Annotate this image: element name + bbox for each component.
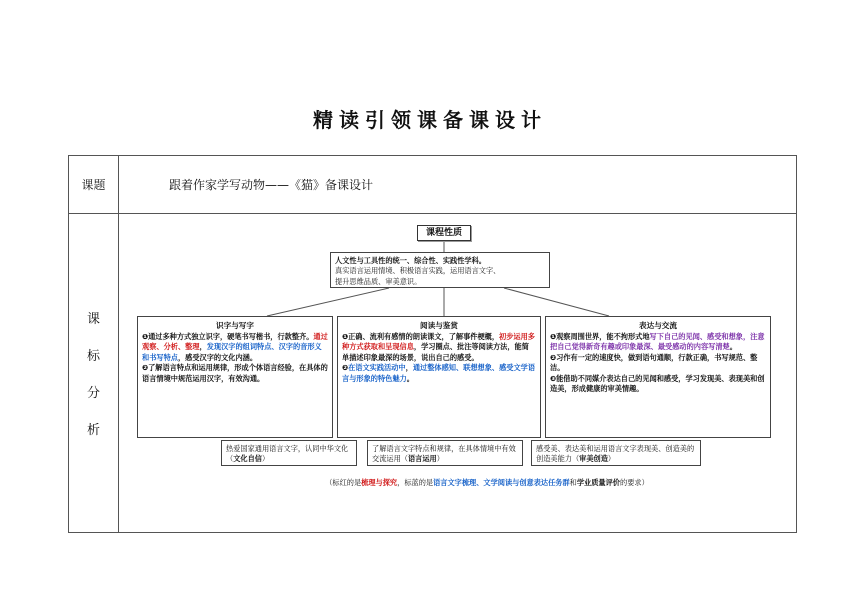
reading-appreciation-box — [337, 316, 541, 438]
standards-diagram-cell — [119, 214, 797, 533]
literacy-writing-title: 识字与写字 — [216, 321, 254, 330]
note-bold: 学业质量评价 — [576, 478, 620, 487]
bottom3-text: 感受美、表达美和运用语言文字表现美、创造美的创造美能力（ — [536, 444, 695, 464]
topic-row — [69, 156, 797, 214]
topic-label: 课题 — [69, 156, 119, 214]
course-nature-box — [330, 252, 550, 288]
language-use-box — [367, 440, 523, 466]
bottom3-bold: 审美创造 — [579, 454, 608, 464]
col2-p2-e: 。 — [406, 373, 414, 383]
bottom3-end: ） — [607, 454, 616, 464]
curriculum-diagram — [119, 214, 796, 532]
note-g: 的要求） — [620, 478, 649, 487]
expression-communication-title: 表达与交流 — [639, 321, 677, 330]
col3-p1-a: ❶观察周围世界，能不拘形式地 — [550, 332, 650, 341]
lesson-design-table — [68, 155, 797, 533]
col2-p1-c: ，学习圈点、批注等阅读方法，能简单描述印象最深的场景，说出自己的感受。 — [342, 342, 529, 362]
topic-value: 跟着作家学写动物——《猫》备课设计 — [119, 156, 797, 214]
col1-p1-blue: 发现汉字的组词特点、汉字的音形义和书写特点 — [142, 342, 322, 362]
bottom2-text: 了解语言文字特点和规律，在具体情境中有效交流运用（ — [372, 444, 516, 464]
standards-label — [69, 214, 119, 533]
standards-label-char: 析 — [86, 423, 100, 438]
col2-p1-red: 初步运用多种方式获取和呈现信息 — [342, 332, 535, 352]
col2-p2-blue: 在语文实践活动中 — [348, 363, 406, 373]
root-line2: 真实语言运用情境、积极语言实践，运用语言文字、 — [335, 266, 501, 276]
literacy-writing-box — [137, 316, 333, 438]
col3-p1-c: 。 — [729, 342, 737, 352]
page-title: 精读引领课备课设计 — [313, 108, 547, 132]
bottom1-text: 热爱国家通用语言文字，认同中华文化（ — [226, 444, 349, 464]
root-line3: 提升思维品质、审美意识。 — [335, 276, 422, 286]
standards-label-char: 课 — [86, 312, 100, 327]
col3-p1-purple: 写下自己的见闻、感受和想象，注意把自己觉得新奇有趣或印象最深、最受感动的内容写清楚 — [550, 332, 765, 352]
bottom1-bold: 文化自信 — [233, 454, 262, 464]
bottom1-end: ） — [261, 454, 270, 464]
bottom2-end: ） — [436, 454, 444, 464]
root-line1-bold: 人文性与工具性的统一 — [335, 256, 407, 265]
note-red: 梳理与探究 — [361, 478, 398, 487]
standards-label-char: 分 — [86, 386, 100, 401]
col2-p2-blue2: 通过整体感知、联想想象、感受文学语言与形象的特色魅力 — [342, 363, 536, 383]
standards-label-char: 标 — [86, 349, 100, 364]
col1-p2: ❷了解语言特点和运用规律，形成个体语言经验，在具体的语言情境中规范运用汉字，有效沟通。 — [142, 363, 328, 383]
root-line1-rest: 、综合性、实践性学科。 — [406, 256, 486, 265]
note-a: （标红的是 — [325, 478, 362, 487]
col1-p1-c: ， — [199, 342, 207, 352]
note-e: 和 — [569, 478, 577, 487]
standards-row — [69, 214, 797, 533]
color-legend-note — [257, 478, 717, 488]
aesthetic-creation-box — [531, 440, 701, 466]
col2-p2-c: ， — [405, 363, 413, 373]
col2-p2-a: ❷ — [342, 363, 349, 373]
note-blue: 语言文字梳理、文学阅读与创意表达任务群 — [433, 478, 570, 487]
reading-appreciation-title: 阅读与鉴赏 — [420, 321, 458, 330]
col2-p1-a: ❶正确、流利有感情的朗读课文，了解事件梗概， — [342, 332, 500, 341]
col3-p2: ❷习作有一定的速度快，做到语句通顺，行款正确，书写规范、整洁。 — [550, 352, 758, 373]
note-c: ，标蓝的是 — [397, 478, 434, 487]
col3-p3: ❸能借助不同媒介表达自己的见闻和感受，学习发现美、表现美和创造美，形成健康的审美情趣。 — [550, 373, 765, 394]
col1-p1-red: 通过观察、分析、整理 — [142, 332, 328, 352]
cultural-confidence-box — [221, 440, 357, 466]
col1-p1-a: ❶通过多种方式独立识字，硬笔书写楷书，行款整齐。 — [142, 332, 314, 341]
col1-p1-e: ，感受汉字的文化内涵。 — [177, 352, 258, 362]
bottom2-bold: 语言运用 — [407, 454, 437, 464]
expression-communication-box — [545, 316, 771, 438]
course-nature-heading: 课程性质 — [417, 225, 471, 241]
